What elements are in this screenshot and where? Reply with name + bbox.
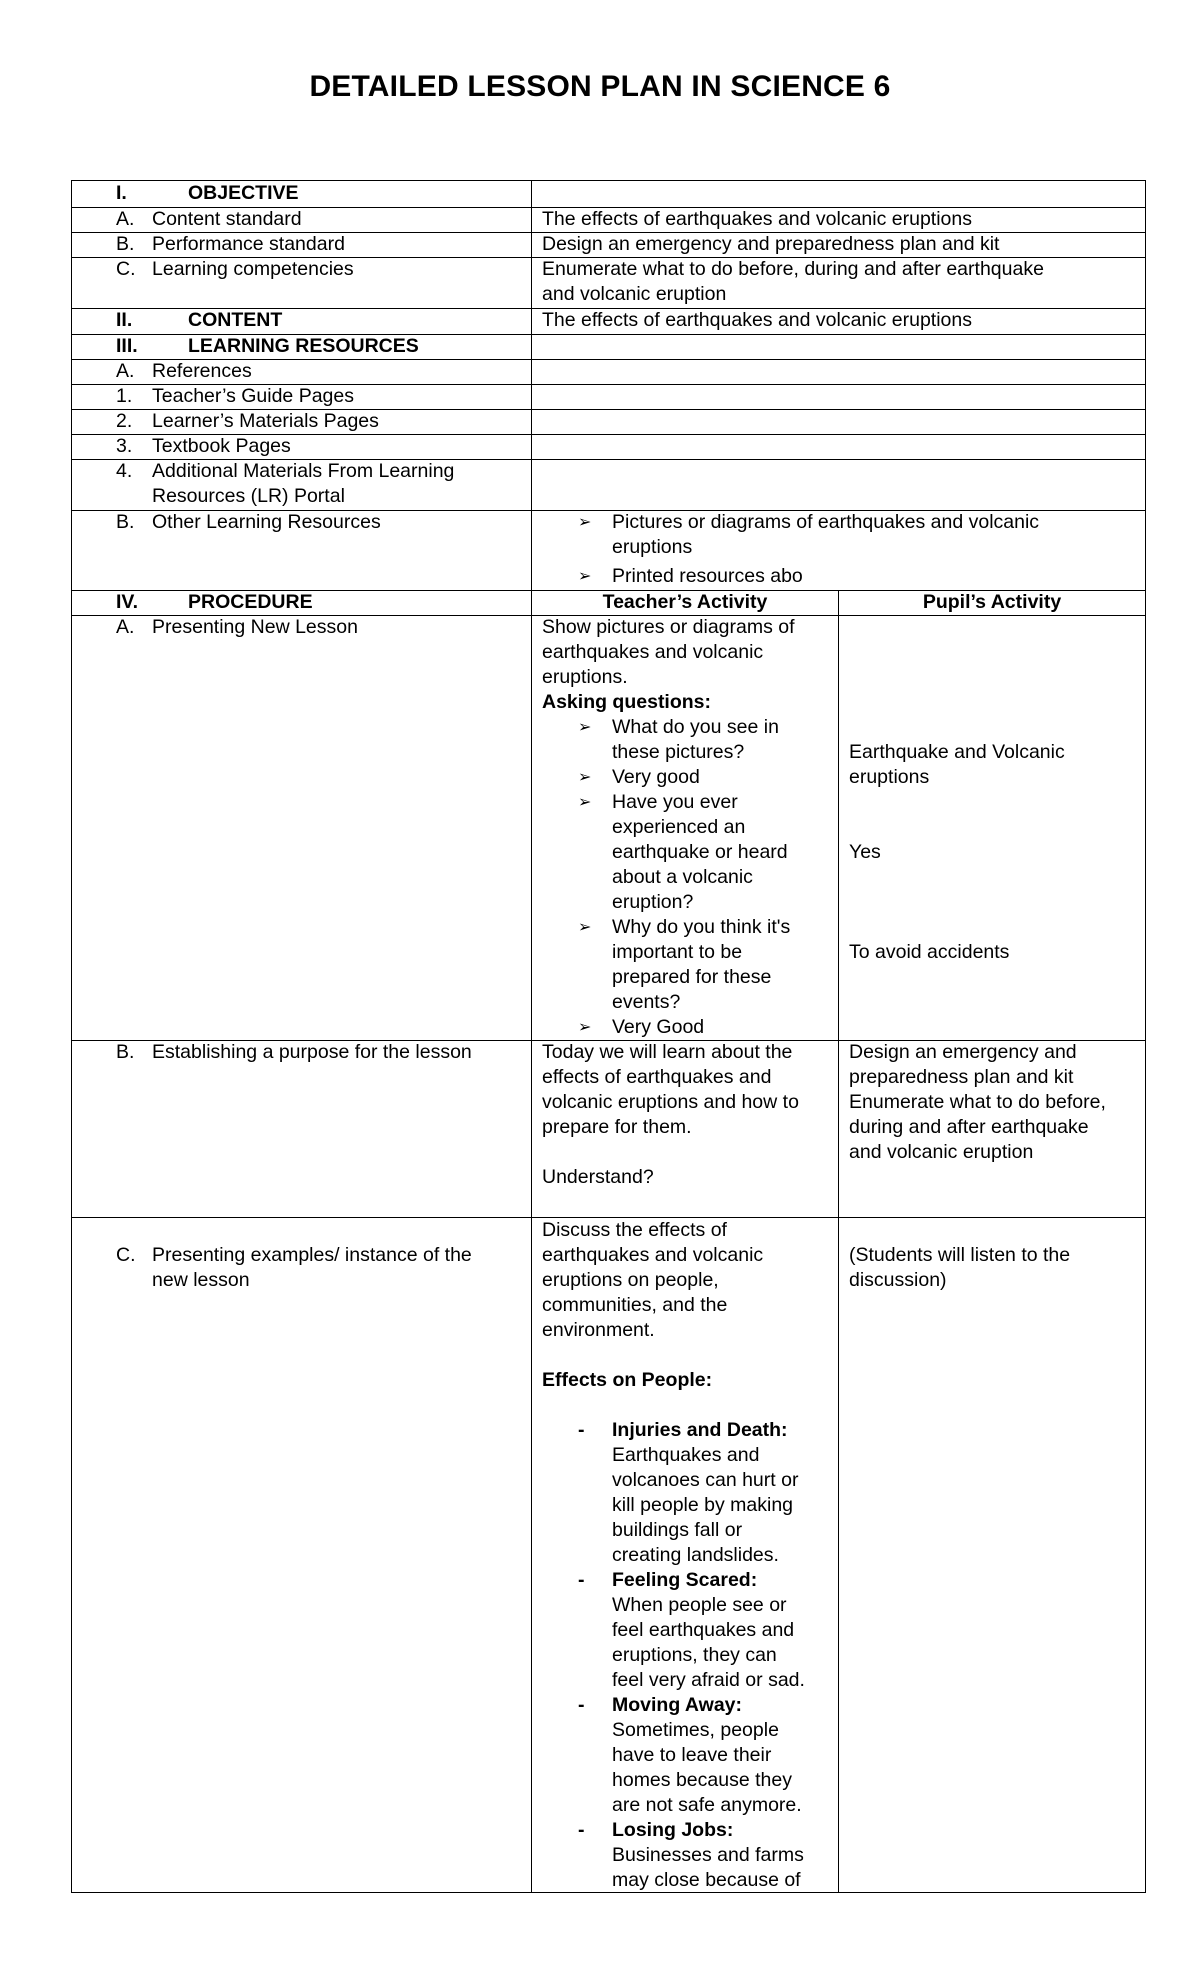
effect-line: Earthquakes and: [612, 1444, 760, 1466]
establishing-purpose-label: Establishing a purpose for the lesson: [152, 1041, 472, 1063]
teacher-text-line: Understand?: [542, 1166, 654, 1188]
section-heading-objective: OBJECTIVE: [188, 182, 299, 204]
presenting-examples-line: new lesson: [152, 1269, 250, 1291]
effect-line: are not safe anymore.: [612, 1794, 802, 1816]
section-heading-resources: LEARNING RESOURCES: [188, 335, 419, 357]
item-letter: B.: [116, 511, 135, 533]
effect-line: Sometimes, people: [612, 1719, 779, 1741]
effect-line: feel very afraid or sad.: [612, 1669, 805, 1691]
column-divider: [531, 180, 532, 1893]
question-line: Very Good: [612, 1016, 705, 1038]
effect-line: creating landslides.: [612, 1544, 779, 1566]
learners-materials-label: Learner’s Materials Pages: [152, 410, 379, 432]
pupil-answer-line: Earthquake and Volcanic: [849, 741, 1065, 763]
arrow-bullet-icon: ➢: [578, 719, 592, 736]
effect-line: eruptions, they can: [612, 1644, 777, 1666]
question-line: Have you ever: [612, 791, 738, 813]
arrow-bullet-icon: ➢: [578, 514, 592, 531]
dash-bullet: -: [578, 1819, 585, 1841]
item-letter: A.: [116, 616, 135, 638]
effect-title: Feeling Scared:: [612, 1569, 758, 1591]
teacher-text-line: eruptions on people,: [542, 1269, 719, 1291]
effect-line: volcanoes can hurt or: [612, 1469, 799, 1491]
teacher-activity-header: Teacher’s Activity: [602, 591, 768, 613]
item-number: 2.: [116, 410, 133, 432]
performance-standard-value: Design an emergency and preparedness plan and kit: [542, 233, 1000, 255]
content-standard-value: The effects of earthquakes and volcanic eruptions: [542, 208, 972, 230]
pupil-activity-header: Pupil’s Activity: [922, 591, 1062, 613]
additional-materials-line: Additional Materials From Learning: [152, 460, 455, 482]
effect-line: buildings fall or: [612, 1519, 743, 1541]
item-letter: C.: [116, 1244, 136, 1266]
content-value: The effects of earthquakes and volcanic eruptions: [542, 309, 972, 331]
references-label: References: [152, 360, 252, 382]
teacher-text-line: prepare for them.: [542, 1116, 692, 1138]
dash-bullet: -: [578, 1419, 585, 1441]
performance-standard-label: Performance standard: [152, 233, 345, 255]
section-heading-content: CONTENT: [188, 309, 283, 331]
other-resource-line: eruptions: [612, 536, 693, 558]
teacher-text-line: volcanic eruptions and how to: [542, 1091, 799, 1113]
pupil-text-line: preparedness plan and kit: [849, 1066, 1074, 1088]
arrow-bullet-icon: ➢: [578, 794, 592, 811]
learning-competencies-line: Enumerate what to do before, during and after earthquake: [542, 258, 1044, 280]
presenting-examples-line: Presenting examples/ instance of the: [152, 1244, 472, 1266]
teacher-text-line: earthquakes and volcanic: [542, 1244, 764, 1266]
effect-line: homes because they: [612, 1769, 792, 1791]
effect-line: feel earthquakes and: [612, 1619, 795, 1641]
pupil-answer-line: eruptions: [849, 766, 930, 788]
pupil-text-line: (Students will listen to the: [849, 1244, 1071, 1266]
section-heading-procedure: PROCEDURE: [188, 591, 313, 613]
teacher-text-line: communities, and the: [542, 1294, 728, 1316]
question-line: Why do you think it's: [612, 916, 791, 938]
pupil-text-line: during and after earthquake: [849, 1116, 1089, 1138]
other-resource-line: Pictures or diagrams of earthquakes and volcanic: [612, 511, 1040, 533]
arrow-bullet-icon: ➢: [578, 568, 592, 585]
learning-competencies-line: and volcanic eruption: [542, 283, 727, 305]
effect-line: have to leave their: [612, 1744, 772, 1766]
effects-on-people-heading: Effects on People:: [542, 1369, 713, 1391]
question-line: Very good: [612, 766, 700, 788]
effect-title: Moving Away:: [612, 1694, 743, 1716]
pupil-text-line: and volcanic eruption: [849, 1141, 1034, 1163]
question-line: important to be: [612, 941, 743, 963]
item-letter: A.: [116, 360, 135, 382]
question-line: prepared for these: [612, 966, 772, 988]
item-number: 3.: [116, 435, 133, 457]
item-letter: C.: [116, 258, 136, 280]
column-divider: [838, 590, 839, 1893]
question-line: events?: [612, 991, 681, 1013]
content-standard-label: Content standard: [152, 208, 302, 230]
pupil-text-line: discussion): [849, 1269, 947, 1291]
asking-questions-heading: Asking questions:: [542, 691, 712, 713]
effect-title: Injuries and Death:: [612, 1419, 788, 1441]
section-number: II.: [116, 309, 133, 331]
pupil-answer-line: To avoid accidents: [849, 941, 1010, 963]
pupil-text-line: Design an emergency and: [849, 1041, 1077, 1063]
section-number: I.: [116, 182, 127, 204]
teachers-guide-label: Teacher’s Guide Pages: [152, 385, 354, 407]
question-line: eruption?: [612, 891, 694, 913]
item-number: 4.: [116, 460, 133, 482]
question-line: these pictures?: [612, 741, 745, 763]
other-resource-line: Printed resources abo: [612, 565, 803, 587]
effect-title: Losing Jobs:: [612, 1819, 734, 1841]
section-number: III.: [116, 335, 138, 357]
item-letter: A.: [116, 208, 135, 230]
teacher-text-line: eruptions.: [542, 666, 628, 688]
arrow-bullet-icon: ➢: [578, 1019, 592, 1036]
question-line: about a volcanic: [612, 866, 753, 888]
dash-bullet: -: [578, 1569, 585, 1591]
effect-line: Businesses and farms: [612, 1844, 804, 1866]
teacher-text-line: earthquakes and volcanic: [542, 641, 764, 663]
item-number: 1.: [116, 385, 133, 407]
teacher-text-line: Show pictures or diagrams of: [542, 616, 795, 638]
teacher-text-line: effects of earthquakes and: [542, 1066, 772, 1088]
question-line: What do you see in: [612, 716, 779, 738]
arrow-bullet-icon: ➢: [578, 919, 592, 936]
page-title: DETAILED LESSON PLAN IN SCIENCE 6: [309, 70, 891, 103]
effect-line: When people see or: [612, 1594, 787, 1616]
teacher-text-line: environment.: [542, 1319, 655, 1341]
pupil-text-line: Enumerate what to do before,: [849, 1091, 1106, 1113]
section-number: IV.: [116, 591, 139, 613]
teacher-text-line: Discuss the effects of: [542, 1219, 727, 1241]
item-letter: B.: [116, 1041, 135, 1063]
dash-bullet: -: [578, 1694, 585, 1716]
effect-line: kill people by making: [612, 1494, 794, 1516]
learning-competencies-label: Learning competencies: [152, 258, 354, 280]
other-resources-label: Other Learning Resources: [152, 511, 381, 533]
presenting-new-lesson-label: Presenting New Lesson: [152, 616, 358, 638]
question-line: earthquake or heard: [612, 841, 788, 863]
teacher-text-line: Today we will learn about the: [542, 1041, 793, 1063]
pupil-answer-line: Yes: [849, 841, 881, 863]
additional-materials-line: Resources (LR) Portal: [152, 485, 345, 507]
item-letter: B.: [116, 233, 135, 255]
textbook-label: Textbook Pages: [152, 435, 291, 457]
arrow-bullet-icon: ➢: [578, 769, 592, 786]
question-line: experienced an: [612, 816, 746, 838]
effect-line: may close because of: [612, 1869, 801, 1891]
